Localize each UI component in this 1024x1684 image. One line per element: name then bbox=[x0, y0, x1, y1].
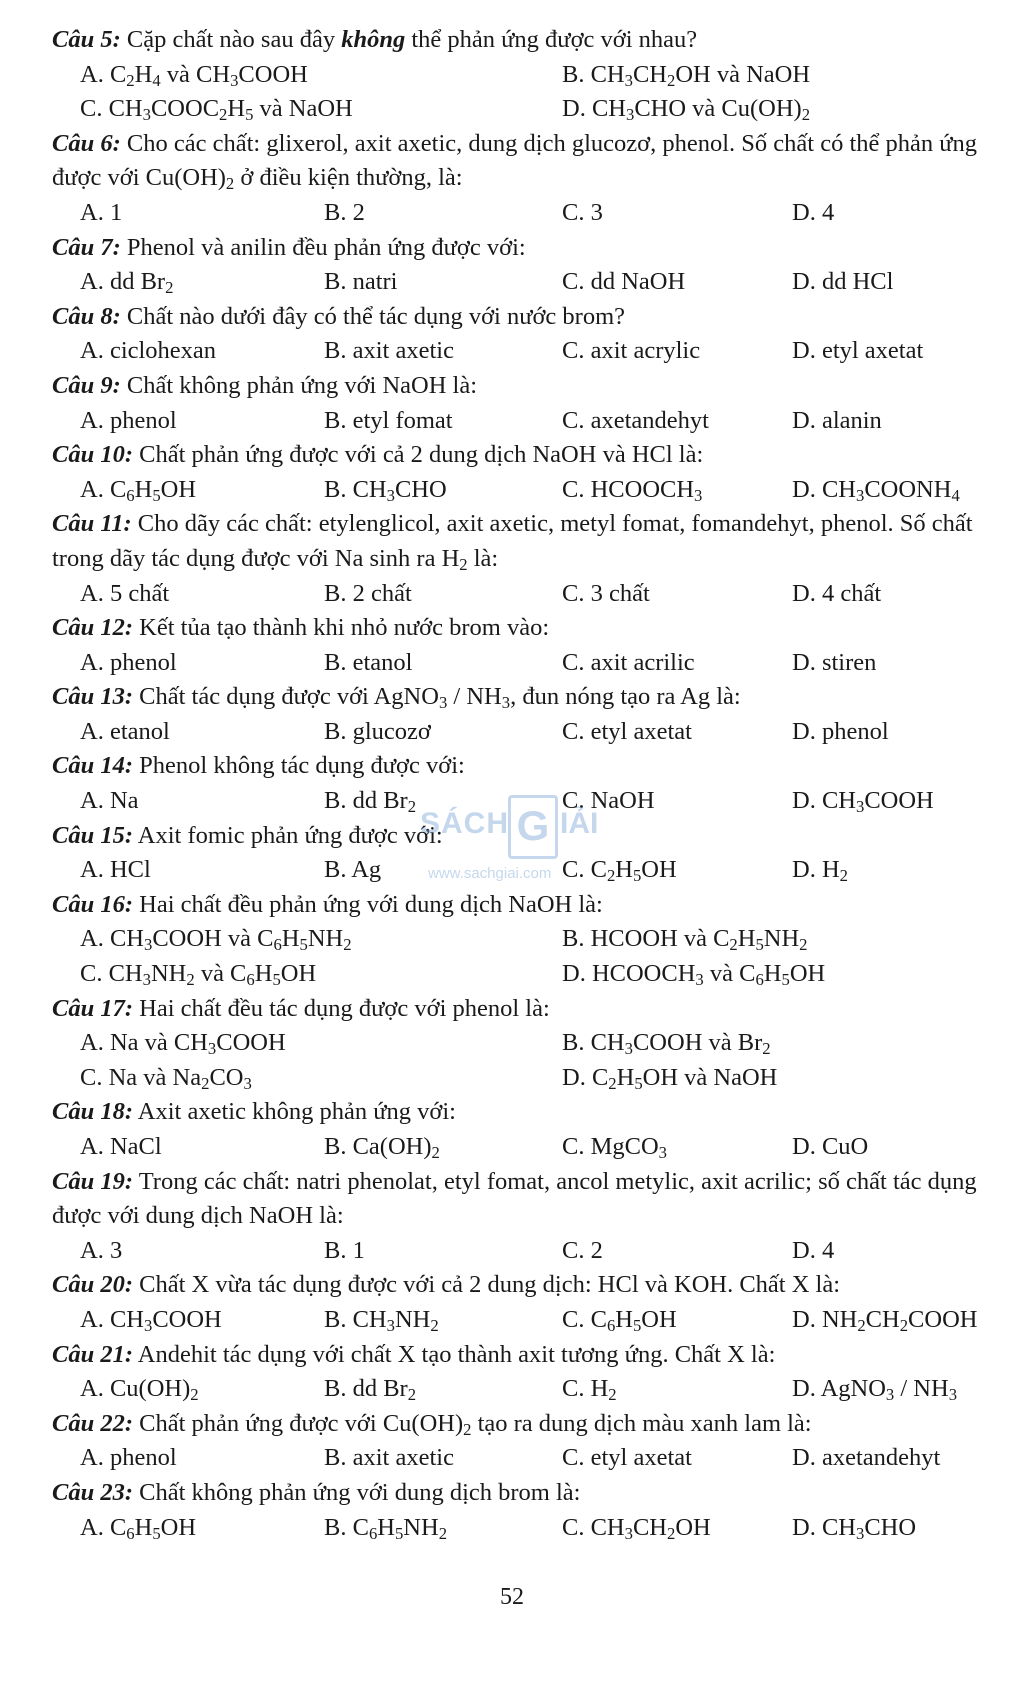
answer-option: A. $C_6H_5OH$ bbox=[80, 475, 197, 505]
question-block bbox=[52, 23, 1012, 127]
question-block bbox=[52, 1095, 1012, 1164]
answer-option: B. glucozơ bbox=[324, 717, 431, 745]
question-block bbox=[52, 369, 1012, 438]
answer-option: B. 1 bbox=[324, 1236, 365, 1264]
question-label: Câu 22: bbox=[52, 1409, 134, 1437]
answer-options bbox=[52, 1303, 1012, 1338]
question-stem bbox=[52, 300, 1012, 335]
answer-options bbox=[52, 646, 1012, 681]
question-list bbox=[52, 23, 1012, 1545]
answer-option: A. 5 chất bbox=[80, 579, 170, 607]
question-label: Câu 19: bbox=[52, 1167, 134, 1195]
answer-option: B. $Ca(OH)_2$ bbox=[324, 1133, 440, 1163]
answer-option: D. alanin bbox=[792, 406, 882, 434]
answer-option: B. $CH_3CH_2OH$ và NaOH bbox=[562, 60, 811, 90]
answer-options bbox=[52, 1441, 1012, 1476]
question-text: Hai chất đều phản ứng với dung dịch NaOH là: bbox=[133, 890, 603, 918]
answer-option: B. $C_6H_5NH_2$ bbox=[324, 1513, 448, 1543]
answer-option: C. axit acrylic bbox=[562, 337, 701, 365]
question-stem bbox=[52, 888, 1012, 923]
question-stem bbox=[52, 992, 1012, 1027]
question-label: Câu 12: bbox=[52, 614, 134, 642]
question-block bbox=[52, 1165, 1012, 1269]
answer-option: D. dd HCl bbox=[792, 268, 894, 296]
question-label: Câu 17: bbox=[52, 994, 134, 1022]
answer-options bbox=[52, 577, 1012, 612]
question-stem bbox=[52, 23, 1012, 58]
answer-option: D. CuO bbox=[792, 1133, 869, 1160]
question-block bbox=[52, 231, 1012, 300]
answer-options bbox=[52, 1372, 1012, 1407]
watermark-brand-left: SÁCH bbox=[420, 807, 510, 840]
answer-option: B. dd $Br_2$ bbox=[324, 1375, 417, 1405]
answer-option: D. $C_2H_5OH$ và NaOH bbox=[562, 1063, 778, 1093]
answer-option: D. stiren bbox=[792, 648, 877, 676]
answer-options bbox=[52, 1234, 1012, 1269]
question-stem bbox=[52, 1407, 1012, 1442]
question-block bbox=[52, 1338, 1012, 1407]
answer-option: C. $C_6H_5OH$ bbox=[562, 1305, 677, 1336]
answer-options bbox=[52, 196, 1012, 231]
question-label: Câu 20: bbox=[52, 1271, 134, 1299]
question-stem bbox=[52, 1476, 1012, 1511]
answer-option: D. axetandehyt bbox=[792, 1444, 941, 1472]
question-text: Axit fomic phản ứng được với: bbox=[133, 821, 443, 849]
answer-options bbox=[52, 265, 1012, 300]
answer-option: C. $CH_3COOC_2H_5$ và NaOH bbox=[80, 95, 353, 125]
watermark-url: www.sachgiai.com bbox=[428, 865, 552, 882]
question-stem bbox=[52, 1338, 1012, 1373]
question-text: Chất X vừa tác dụng được với cả 2 dung dịch: HCl và KOH. Chất X là: bbox=[133, 1271, 841, 1299]
answer-options bbox=[52, 1511, 1012, 1546]
question-stem bbox=[52, 438, 1012, 473]
question-label: Câu 15: bbox=[52, 821, 134, 849]
question-block bbox=[52, 1407, 1012, 1476]
answer-option: A. dd $Br_2$ bbox=[80, 268, 174, 298]
question-text: Chất nào dưới đây có thể tác dụng với nước brom? bbox=[120, 302, 626, 330]
question-label: Câu 8: bbox=[52, 302, 121, 330]
answer-option: D. $HCOOCH_3$ và $C_6H_5OH$ bbox=[562, 960, 826, 990]
question-stem bbox=[52, 749, 1012, 784]
question-label: Câu 23: bbox=[52, 1478, 134, 1506]
answer-option: D. $CH_3COOH$ bbox=[792, 787, 934, 817]
answer-option: A. 1 bbox=[80, 198, 123, 226]
answer-option: B. axit axetic bbox=[324, 1444, 454, 1472]
question-text: Cặp chất nào sau đây không thể phản ứng được với nhau? bbox=[120, 26, 698, 53]
answer-option: A. HCl bbox=[80, 856, 151, 884]
question-text: Axit axetic không phản ứng với: bbox=[133, 1098, 456, 1126]
answer-option: A. phenol bbox=[80, 1444, 177, 1472]
question-block bbox=[52, 611, 1012, 680]
answer-option: D. 4 bbox=[792, 1236, 835, 1264]
answer-option: D. 4 bbox=[792, 198, 835, 226]
question-text: Chất không phản ứng với dung dịch brom là: bbox=[133, 1478, 581, 1506]
answer-option: A. $C_2H_4$ và $CH_3COOH$ bbox=[80, 60, 308, 90]
answer-option: B. axit axetic bbox=[324, 337, 454, 365]
question-block bbox=[52, 680, 1012, 749]
question-label: Câu 14: bbox=[52, 752, 134, 780]
answer-option: A. $CH_3COOH$ bbox=[80, 1305, 222, 1336]
answer-option: A. Na bbox=[80, 787, 139, 815]
answer-option: A. phenol bbox=[80, 648, 177, 676]
question-stem bbox=[52, 611, 1012, 646]
answer-option: D. $NH_2CH_2COOH$ bbox=[792, 1305, 978, 1336]
answer-option: C. axetandehyt bbox=[562, 406, 709, 434]
answer-option: B. $CH_3NH_2$ bbox=[324, 1305, 439, 1336]
question-stem bbox=[52, 507, 1012, 576]
question-text: Trong các chất: natri phenolat, etyl fomat, ancol metylic, axit acrilic; số chất tác dụng được với dung dịch NaOH là: bbox=[52, 1167, 977, 1230]
question-stem bbox=[52, 369, 1012, 404]
answer-option: A. NaCl bbox=[80, 1133, 162, 1160]
question-text: Phenol không tác dụng được với: bbox=[133, 752, 465, 780]
question-label: Câu 18: bbox=[52, 1098, 134, 1126]
question-text: Kết tủa tạo thành khi nhỏ nước brom vào: bbox=[133, 614, 550, 642]
answer-option: C. etyl axetat bbox=[562, 1444, 692, 1472]
answer-option: A. $CH_3COOH$ và $C_6H_5NH_2$ bbox=[80, 925, 352, 955]
question-block bbox=[52, 127, 1012, 231]
question-text: Andehit tác dụng với chất X tạo thành axit tương ứng. Chất X là: bbox=[133, 1340, 776, 1368]
answer-option: C. NaOH bbox=[562, 787, 655, 815]
answer-option: A. ciclohexan bbox=[80, 337, 217, 365]
answer-options bbox=[52, 334, 1012, 369]
question-stem bbox=[52, 1268, 1012, 1303]
answer-option: B. dd $Br_2$ bbox=[324, 787, 417, 817]
answer-option: C. 3 chất bbox=[562, 579, 650, 607]
answer-option: B. etyl fomat bbox=[324, 406, 453, 434]
answer-option: A. phenol bbox=[80, 406, 177, 434]
question-block bbox=[52, 1476, 1012, 1545]
answer-option: D. $CH_3CHO$ và $Cu(OH)_2$ bbox=[562, 95, 811, 125]
answer-option: D. 4 chất bbox=[792, 579, 882, 607]
answer-option: A. etanol bbox=[80, 717, 170, 745]
question-text: Chất phản ứng được với cả 2 dung dịch NaOH và HCl là: bbox=[133, 441, 704, 469]
answer-option: D. $H_2$ bbox=[792, 856, 848, 886]
answer-option: C. $CH_3NH_2$ và $C_6H_5OH$ bbox=[80, 960, 317, 990]
answer-option: B. etanol bbox=[324, 648, 413, 676]
answer-option: C. axit acrilic bbox=[562, 648, 695, 676]
question-label: Câu 13: bbox=[52, 683, 134, 711]
question-text: Chất tác dụng được với AgNO$_3$ / $NH_3$, đun nóng tạo ra Ag là: bbox=[133, 683, 741, 713]
answer-option: B. $CH_3COOH$ và $Br_2$ bbox=[562, 1029, 771, 1059]
question-text: Cho dãy các chất: etylenglicol, axit axetic, metyl fomat, fomandehyt, phenol. Số chất trong dãy tác dụng được với Na sinh ra $H_2$ là: bbox=[52, 510, 973, 575]
answer-option: C. $C_2H_5OH$ bbox=[562, 856, 677, 886]
answer-options bbox=[52, 473, 1012, 508]
answer-option: A. $C_6H_5OH$ bbox=[80, 1513, 197, 1543]
watermark-brand-box: G bbox=[508, 795, 558, 859]
question-stem bbox=[52, 1165, 1012, 1234]
answer-option: C. dd NaOH bbox=[562, 268, 686, 296]
question-text: Cho các chất: glixerol, axit axetic, dung dịch glucozơ, phenol. Số chất có thể phản ứng được với $Cu(OH)_2$ ở điều kiện thường, là: bbox=[52, 129, 978, 194]
question-label: Câu 11: bbox=[52, 510, 132, 538]
question-stem bbox=[52, 127, 1012, 196]
answer-option: B. natri bbox=[324, 268, 398, 296]
answer-option: D. $CH_3COONH_4$ bbox=[792, 475, 960, 505]
answer-option: D. phenol bbox=[792, 717, 889, 745]
question-label: Câu 10: bbox=[52, 441, 134, 469]
question-block bbox=[52, 300, 1012, 369]
answer-option: C. Na và $Na_2CO_3$ bbox=[80, 1063, 252, 1093]
watermark-brand-right: IẢI bbox=[560, 807, 599, 840]
answer-option: B. 2 chất bbox=[324, 579, 412, 607]
answer-option: D. AgNO$_3$ / $NH_3$ bbox=[792, 1375, 958, 1405]
question-block bbox=[52, 888, 1012, 992]
answer-options bbox=[52, 1026, 1012, 1095]
answer-option: D. etyl axetat bbox=[792, 337, 924, 365]
question-label: Câu 7: bbox=[52, 233, 121, 261]
question-stem bbox=[52, 680, 1012, 715]
question-label: Câu 21: bbox=[52, 1340, 134, 1368]
answer-option: A. 3 bbox=[80, 1236, 123, 1264]
question-text: Chất phản ứng được với $Cu(OH)_2$ tạo ra dung dịch màu xanh lam là: bbox=[133, 1409, 812, 1439]
question-stem bbox=[52, 1095, 1012, 1130]
question-block bbox=[52, 1268, 1012, 1337]
watermark-logo bbox=[420, 795, 630, 885]
question-stem bbox=[52, 231, 1012, 266]
question-block bbox=[52, 507, 1012, 611]
answer-option: C. 2 bbox=[562, 1236, 603, 1264]
answer-option: B. HCOOH và $C_2H_5NH_2$ bbox=[562, 925, 808, 955]
question-text: Hai chất đều tác dụng được với phenol là: bbox=[133, 994, 550, 1022]
question-text: Phenol và anilin đều phản ứng được với: bbox=[120, 233, 526, 261]
answer-option: B. $CH_3CHO$ bbox=[324, 475, 447, 505]
answer-option: C. $HCOOCH_3$ bbox=[562, 475, 703, 505]
answer-options bbox=[52, 58, 1012, 127]
question-label: Câu 16: bbox=[52, 890, 134, 918]
page-number: 52 bbox=[500, 1584, 524, 1610]
question-text: Chất không phản ứng với NaOH là: bbox=[120, 371, 478, 399]
answer-option: C. $H_2$ bbox=[562, 1375, 617, 1405]
question-block bbox=[52, 438, 1012, 507]
answer-option: B. Ag bbox=[324, 856, 382, 884]
answer-option: C. $CH_3CH_2OH$ bbox=[562, 1513, 711, 1543]
question-label: Câu 9: bbox=[52, 371, 121, 399]
answer-option: A. $Cu(OH)_2$ bbox=[80, 1375, 199, 1405]
answer-option: C. MgCO$_3$ bbox=[562, 1133, 667, 1163]
answer-option: B. 2 bbox=[324, 198, 365, 226]
question-label: Câu 5: bbox=[52, 26, 121, 53]
answer-options bbox=[52, 922, 1012, 991]
answer-option: D. $CH_3CHO$ bbox=[792, 1513, 917, 1543]
answer-option: C. etyl axetat bbox=[562, 717, 692, 745]
answer-option: A. Na và $CH_3COOH$ bbox=[80, 1029, 286, 1059]
answer-options bbox=[52, 404, 1012, 439]
answer-options bbox=[52, 1130, 1012, 1165]
answer-options bbox=[52, 715, 1012, 750]
answer-option: C. 3 bbox=[562, 198, 603, 226]
question-block bbox=[52, 992, 1012, 1096]
question-label: Câu 6: bbox=[52, 129, 121, 157]
